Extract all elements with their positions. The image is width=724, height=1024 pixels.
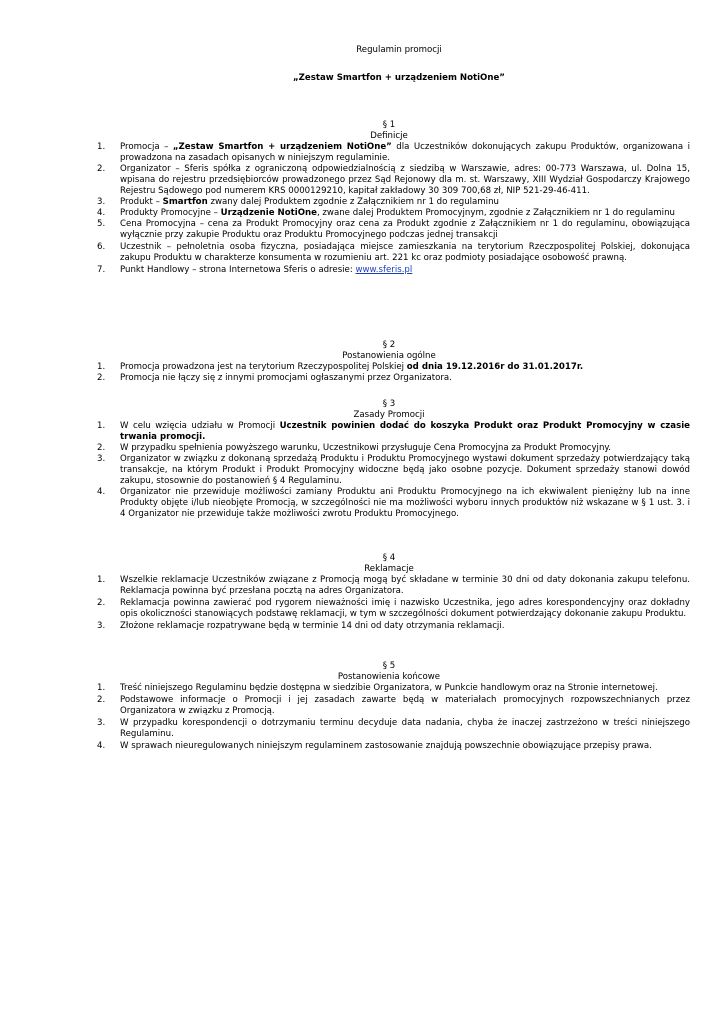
list-item: 5. Cena Promocyjna – cena za Produkt Promocyjny oraz cena za Produkt zgodnie z Załącznikiem nr 1 do regulaminu, obowiązująca wyłącznie przy zakupie Produktu oraz Produktu Promocyjnego podczas jednej transakcji xyxy=(97,219,690,240)
list-item: 1. Promocja prowadzona jest na terytorium Rzeczypospolitej Polskiej od dnia 19.12.2016r do 31.01.2017r. xyxy=(97,362,584,372)
list-item: 1. Wszelkie reklamacje Uczestników związane z Promocją mogą być składane w terminie 30 dni od daty dokonania zakupu telefonu. Reklamacja powinna być przesłana pocztą na adres Organizatora. xyxy=(97,575,690,596)
section-general-provisions xyxy=(88,340,690,384)
list-item: 3. W przypadku korespondencji o dotrzymaniu terminu decyduje data nadania, chyba że inaczej zastrzeżono w treści niniejszego Regulaminu. xyxy=(97,718,690,739)
list-item: 6. Uczestnik – pełnoletnia osoba fizyczna, posiadająca miejsce zamieszkania na terytorium Rzeczpospolitej Polskiej, dokonująca zakupu Produktu w charakterze konsumenta w rozumieniu art. 221 kc oraz podmioty posiadające osobowość prawną. xyxy=(97,242,690,263)
section-definitions xyxy=(88,120,690,276)
section-mark: § 1 xyxy=(382,120,396,130)
list-item: 3. Produkt – Smartfon zwany dalej Produktem zgodnie z Załącznikiem nr 1 do regulaminu xyxy=(97,197,499,207)
section-heading: Zasady Promocji xyxy=(353,410,425,420)
list-item: 1. Promocja – „Zestaw Smartfon + urządzeniem NotiOne” dla Uczestników dokonujących zakupu Produktów, organizowana i prowadzona na zasadach opisanych w niniejszym regulaminie. xyxy=(97,142,690,163)
section-mark: § 4 xyxy=(382,553,396,563)
section-final-provisions xyxy=(88,661,690,752)
list-item: 3. Złożone reklamacje rozpatrywane będą w terminie 14 dni od daty otrzymania reklamacji. xyxy=(97,621,505,631)
list-item: 2. W przypadku spełnienia powyższego warunku, Uczestnikowi przysługuje Cena Promocyjna za Produkt Promocyjny. xyxy=(97,443,611,453)
list-item: 1. W celu wzięcia udziału w Promocji Uczestnik powinien dodać do koszyka Produkt oraz Produkt Promocyjny w czasie trwania promocji. xyxy=(97,421,690,442)
list-item: 7. Punkt Handlowy – strona Internetowa Sferis o adresie: www.sferis.pl xyxy=(97,265,413,275)
final-provisions-list xyxy=(88,683,690,752)
list-item: 2. Podstawowe informacje o Promocji i jej zasadach zawarte będą w materiałach promocyjnych rozpowszechnianych przez Organizatora w związku z Promocją. xyxy=(97,695,690,716)
complaints-list xyxy=(88,575,690,632)
promotion-rules-list xyxy=(88,421,690,520)
list-item: 4. W sprawach nieuregulowanych niniejszym regulaminem zastosowanie znajdują powszechnie obowiązujące przepisy prawa. xyxy=(97,741,652,751)
section-mark: § 2 xyxy=(382,340,396,350)
document-title: Regulamin promocji xyxy=(356,45,442,55)
list-item: 4. Produkty Promocyjne – Urządzenie NotiOne, zwane dalej Produktem Promocyjnym, zgodnie z Załącznikiem nr 1 do regulaminu xyxy=(97,208,675,218)
promotion-name: „Zestaw Smartfon + urządzeniem NotiOne” xyxy=(293,73,505,83)
list-item: 3. Organizator w związku z dokonaną sprzedażą Produktu i Produktu Promocyjnego wystawi dokument sprzedaży potwierdzający taką transakcje, na którym Produkt i Produkt Promocyjny widoczne będą jako osobne pozycje. Dokument sprzedaży stanowi dowód zakupu, stosownie do postanowień § 4 Regulaminu. xyxy=(97,454,690,486)
section-complaints xyxy=(88,553,690,632)
section-mark: § 5 xyxy=(382,661,396,671)
section-heading: Postanowienia końcowe xyxy=(337,672,441,682)
list-item: 4. Organizator nie przewiduje możliwości zamiany Produktu ani Produktu Promocyjnego na ich ekwiwalent pieniężny lub na inne Produkty objęte i/lub nieobjęte Promocją, w szczególności nie ma możliwości wyboru innych produktów niż wskazane w § 1 ust. 3. i 4 Organizator nie przewiduje także możliwości zwrotu Produktu Promocyjnego. xyxy=(97,487,690,519)
section-promotion-rules xyxy=(88,399,690,520)
list-item: 2. Promocja nie łączy się z innymi promocjami ogłaszanymi przez Organizatora. xyxy=(97,373,452,383)
section-heading: Postanowienia ogólne xyxy=(342,351,436,361)
list-item: 1. Treść niniejszego Regulaminu będzie dostępna w siedzibie Organizatora, w Punkcie handlowym oraz na Stronie internetowej. xyxy=(97,683,658,693)
section-heading: Reklamacje xyxy=(364,564,414,574)
definitions-list xyxy=(88,142,690,276)
website-link[interactable]: www.sferis.pl xyxy=(355,265,413,275)
list-item: 2. Organizator – Sferis spółka z ograniczoną odpowiedzialnością z siedzibą w Warszawie, adres: 00-773 Warszawa, ul. Dolna 15, wpisana do rejestru przedsiębiorców prowadzonego przez Sąd Rejonowy dla m. st. Warszawy, XIII Wydział Gospodarczy Krajowego Rejestru Sądowego pod numerem KRS 0000129210, kapitał zakładowy 30 309 700,68 zł, NIP 521-29-46-411. xyxy=(97,164,690,196)
list-item: 2. Reklamacja powinna zawierać pod rygorem nieważności imię i nazwisko Uczestnika, jego adres korespondencyjny oraz dokładny opis okoliczności stanowiących podstawę reklamacji, w tym w szczególności dokument potwierdzający dokonanie zakupu Produktu. xyxy=(97,598,690,619)
section-heading: Definicje xyxy=(370,131,408,141)
section-mark: § 3 xyxy=(382,399,396,409)
general-provisions-list xyxy=(88,362,690,384)
